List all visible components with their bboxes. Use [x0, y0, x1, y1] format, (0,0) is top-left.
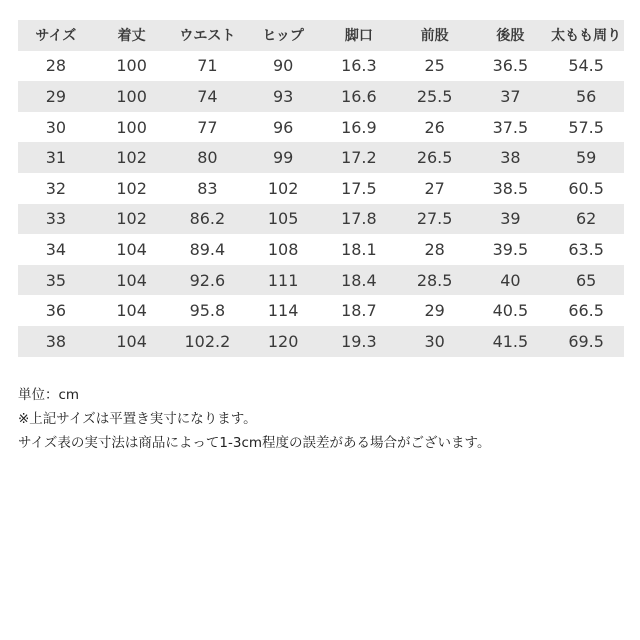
cell-thigh: 60.5 [568, 178, 604, 198]
cell-waist: 92.6 [189, 270, 226, 290]
cell-hem: 17.5 [341, 178, 377, 198]
cell-thigh: 59 [575, 148, 597, 168]
cell-hip: 102 [267, 178, 299, 198]
cell-back-rise: 36.5 [492, 56, 529, 76]
table-row [18, 265, 624, 296]
cell-back-rise: 38 [500, 148, 521, 168]
cell-front-rise: 30 [424, 331, 445, 351]
cell-front-rise: 27 [424, 178, 445, 198]
cell-back-rise: 40 [500, 270, 521, 290]
cell-thigh: 56 [575, 86, 597, 106]
cell-size: 29 [45, 86, 67, 106]
cell-front-rise: 26 [424, 117, 445, 137]
cell-thigh: 62 [575, 209, 597, 229]
cell-hem: 17.8 [341, 209, 377, 229]
cell-size: 33 [45, 209, 67, 229]
cell-length: 100 [116, 86, 147, 106]
cell-hip: 111 [267, 270, 299, 290]
cell-length: 102 [116, 178, 147, 198]
cell-waist: 83 [197, 178, 218, 198]
cell-length: 100 [116, 56, 147, 76]
unit-note: 単位：cm [18, 387, 80, 403]
cell-front-rise: 25.5 [416, 86, 453, 106]
cell-back-rise: 39.5 [492, 239, 529, 259]
cell-waist: 80 [197, 148, 218, 168]
cell-hem: 16.3 [341, 56, 377, 76]
cell-front-rise: 29 [424, 301, 445, 321]
cell-waist: 95.8 [189, 301, 226, 321]
cell-thigh: 66.5 [568, 301, 604, 321]
cell-size: 38 [45, 331, 67, 351]
cell-size: 35 [45, 270, 67, 290]
cell-size: 30 [45, 117, 67, 137]
size-notes [18, 383, 633, 455]
cell-hem: 18.7 [341, 301, 377, 321]
cell-hip: 105 [267, 209, 299, 229]
cell-size: 36 [45, 301, 67, 321]
cell-waist: 74 [197, 86, 218, 106]
header-waist: ウエスト [179, 28, 236, 45]
cell-length: 104 [116, 239, 147, 259]
table-row [18, 326, 624, 357]
cell-length: 104 [116, 331, 147, 351]
cell-back-rise: 39 [500, 209, 521, 229]
cell-front-rise: 26.5 [416, 148, 453, 168]
cell-hip: 114 [267, 301, 299, 321]
header-hem: 脚口 [344, 28, 373, 45]
table-row [18, 234, 624, 265]
size-table [18, 20, 624, 357]
cell-size: 34 [45, 239, 67, 259]
cell-hip: 93 [272, 86, 294, 106]
cell-front-rise: 25 [424, 56, 445, 76]
cell-thigh: 57.5 [568, 117, 604, 137]
cell-thigh: 65 [575, 270, 597, 290]
cell-size: 31 [45, 148, 67, 168]
cell-hem: 18.4 [341, 270, 377, 290]
cell-size: 32 [45, 178, 67, 198]
header-length: 着丈 [117, 28, 146, 45]
cell-length: 102 [116, 148, 147, 168]
flat-measurement-note: ※上記サイズは平置き実寸になります。 [18, 411, 257, 427]
header-size: サイズ [35, 28, 77, 45]
cell-length: 102 [116, 209, 147, 229]
cell-waist: 86.2 [189, 209, 226, 229]
cell-front-rise: 28 [424, 239, 445, 259]
header-thigh: 太もも周り [551, 28, 622, 45]
cell-thigh: 69.5 [568, 331, 604, 351]
table-row [18, 51, 624, 82]
cell-back-rise: 41.5 [492, 331, 529, 351]
header-back-rise: 後股 [496, 28, 525, 45]
table-header-row [18, 20, 624, 51]
table-row [18, 81, 624, 112]
cell-waist: 102.2 [184, 331, 231, 351]
cell-length: 104 [116, 301, 147, 321]
cell-waist: 77 [197, 117, 218, 137]
cell-hip: 120 [267, 331, 299, 351]
cell-hem: 17.2 [341, 148, 377, 168]
cell-back-rise: 37.5 [492, 117, 529, 137]
cell-hem: 19.3 [341, 331, 377, 351]
cell-hem: 16.9 [341, 117, 377, 137]
cell-front-rise: 28.5 [416, 270, 453, 290]
header-front-rise: 前股 [420, 28, 449, 45]
table-row [18, 204, 624, 235]
cell-length: 100 [116, 117, 147, 137]
tolerance-note: サイズ表の実寸法は商品によって1-3cm程度の誤差がある場合がございます。 [18, 435, 491, 451]
cell-back-rise: 37 [500, 86, 521, 106]
header-hip: ヒップ [262, 28, 304, 45]
cell-size: 28 [45, 56, 67, 76]
cell-waist: 89.4 [189, 239, 226, 259]
cell-back-rise: 38.5 [492, 178, 529, 198]
table-row [18, 142, 624, 173]
cell-length: 104 [116, 270, 147, 290]
cell-hip: 108 [267, 239, 299, 259]
cell-hip: 90 [272, 56, 294, 76]
table-row [18, 112, 624, 143]
table-row [18, 295, 624, 326]
cell-hip: 96 [272, 117, 294, 137]
cell-hip: 99 [272, 148, 294, 168]
cell-thigh: 63.5 [568, 239, 604, 259]
cell-waist: 71 [197, 56, 218, 76]
cell-hem: 16.6 [341, 86, 377, 106]
cell-hem: 18.1 [341, 239, 377, 259]
table-row [18, 173, 624, 204]
cell-thigh: 54.5 [568, 56, 604, 76]
cell-front-rise: 27.5 [416, 209, 453, 229]
cell-back-rise: 40.5 [492, 301, 529, 321]
